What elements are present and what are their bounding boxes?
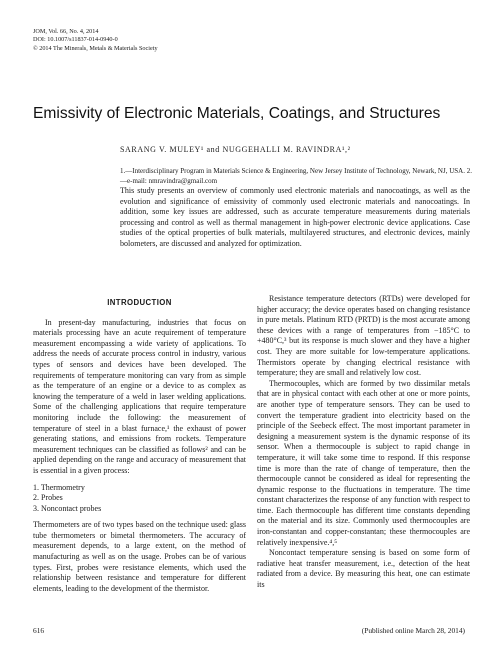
affiliation: 1.—Interdisciplinary Program in Materials Science & Engineering, New Jersey Institute of Technology, Newark, NJ, USA. 2.—e-mail: nmravindra@gmail.com [120, 167, 472, 185]
publication-date: (Published online March 28, 2014) [361, 626, 465, 635]
left-column [33, 297, 246, 594]
authors: SARANG V. MULEY¹ and NUGGEHALLI M. RAVINDRA¹,² [120, 145, 351, 154]
list-item: 3. Noncontact probes [33, 503, 102, 513]
intro-paragraph-1: In present-day manufacturing, industries that focus on materials processing have an acute requirement of temperature measurement encompassing a wide variety of applications. To address the needs of accurate process control in industry, various types of sensors and devices have been developed. The requirements of temperature monitoring can vary from as simple as the temperature of an engine or a device to as complex as knowing the temperature of a weld in laser welding applications. Some of the challenging applications that require temperature monitoring include the following: the measurement of temperature of steel in a blast furnace,¹ the exhaust of power generating stations, and emissions from rockets. Temperature measurement techniques can be classified as follows² and can be applied depending on the range and accuracy of measurement that is essential in a given process: [33, 317, 246, 475]
page-number: 616 [33, 626, 45, 635]
journal-citation: JOM, Vol. 66, No. 4, 2014 [33, 28, 99, 35]
copyright: © 2014 The Minerals, Metals & Materials Society [33, 44, 158, 52]
intro-paragraph-2: Thermometers are of two types based on the technique used: glass tube thermometers or bimetal thermometers. The accuracy of measurement depends, to a large extent, on the method of manufacturing as well as on the usage. Probes can be of various types. First, probes were resistance elements, which used the relationship between resistance and temperature for different elements, leading to the development of the thermistor. [33, 520, 246, 593]
paper-title: Emissivity of Electronic Materials, Coatings, and Structures [33, 105, 441, 122]
thermocouple-paragraph: Thermocouples, which are formed by two dissimilar metals that are in physical contact with each other at one or more points, are another type of temperature sensors. They can be used to convert the temperature gradient into electricity based on the principle of the Seebeck effect. The most important parameter in designing a measurement system is the dynamic response of its sensor. When a thermocouple is subject to rapid change in temperature, it will take some time to respond. If this response time is more than the rate of change of temperature, then the thermocouple cannot be considered as ideal for representing the dynamic response to the fluctuations in temperature. The time constant characterizes the response of any function with respect to time. Each thermocouple has different time constants depending on the material and its size. Commonly used thermocouples are iron-constantan and copper-constantan; these thermocouples are relatively inexpensive.⁴,⁵ [257, 378, 470, 547]
rtd-paragraph: Resistance temperature detectors (RTDs) were developed for higher accuracy; the device operates based on changing resistance in pure metals. Platinum RTD (PRTD) is the most accurate among these devices with a range of temperatures from −185°C to +480°C,³ but its response is much slower and they have a higher cost. They are more suitable for low-temperature applications. Thermistors operate by changing electrical resistance with temperature; they are small and relatively low cost. [257, 294, 470, 378]
list-item: 1. Thermometry [33, 482, 85, 492]
doi: DOI: 10.1007/s11837-014-0940-0 [33, 36, 118, 44]
journal-metadata [33, 28, 158, 53]
noncontact-paragraph: Noncontact temperature sensing is based on some form of radiative heat transfer measurement, i.e., detection of the heat radiated from a device. By measuring this heat, one can estimate its [257, 548, 470, 590]
right-column [257, 294, 470, 591]
measurement-technique-list [33, 483, 246, 515]
section-heading-introduction: INTRODUCTION [107, 298, 172, 307]
abstract: This study presents an overview of commonly used electronic materials and nanocoatings, as well as the evolution and significance of emissivity of commonly used electronic materials and nanocoatings. In addition, some key issues are addressed, such as accurate temperature measurements during materials processing and control as well as thermal management in high-power electronic device applications. Case studies of the optical properties of bulk materials, multilayered structures, and electronic devices, mainly bolometers, are discussed and analyzed for optimization. [120, 186, 470, 248]
list-item: 2. Probes [33, 493, 63, 503]
